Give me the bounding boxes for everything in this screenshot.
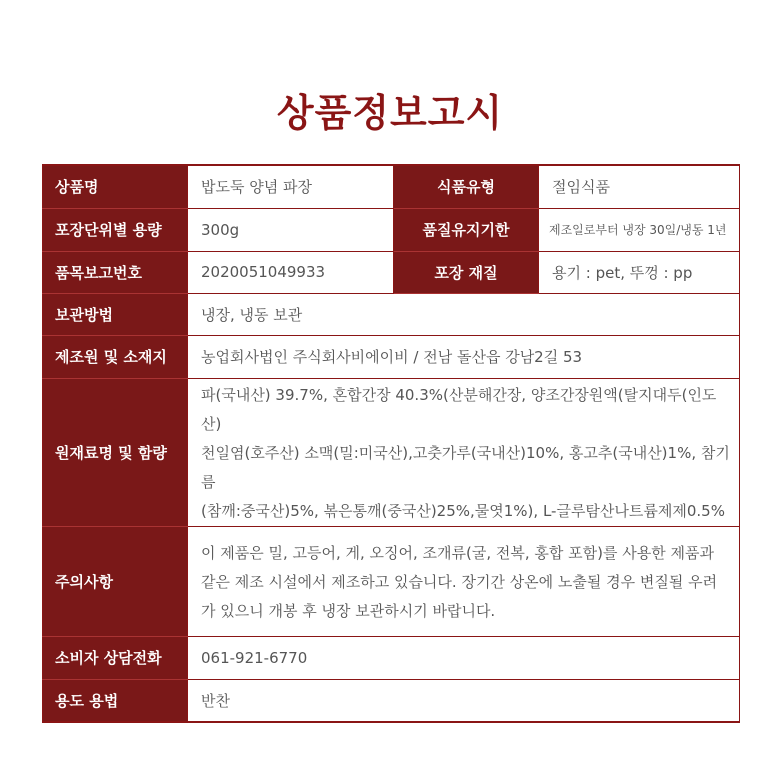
ingredients-value bbox=[188, 378, 740, 526]
consumer-phone-value: 061-921-6770 bbox=[188, 636, 740, 679]
product-info-table bbox=[42, 164, 740, 723]
packaging-label: 포장 재질 bbox=[394, 251, 539, 293]
table-row bbox=[43, 378, 740, 526]
usage-value: 반찬 bbox=[188, 679, 740, 722]
manufacturer-label: 제조원 및 소재지 bbox=[43, 335, 188, 378]
storage-label: 보관방법 bbox=[43, 293, 188, 335]
caution-label: 주의사항 bbox=[43, 526, 188, 636]
unit-volume-label: 포장단위별 용량 bbox=[43, 208, 188, 251]
caution-line: 이 제품은 밀, 고등어, 게, 오징어, 조개류(굴, 전복, 홍합 포함)를 사용한 제품과 bbox=[201, 543, 714, 562]
storage-value: 냉장, 냉동 보관 bbox=[188, 293, 740, 335]
ingredients-line: 파(국내산) 39.7%, 혼합간장 40.3%(산분해간장, 양조간장원액(탈지대두(인도산) bbox=[201, 385, 717, 433]
packaging-value: 용기 : pet, 뚜껑 : pp bbox=[539, 251, 740, 293]
caution-line: 가 있으니 개봉 후 냉장 보관하시기 바랍니다. bbox=[201, 601, 496, 620]
unit-volume-value: 300g bbox=[188, 208, 394, 251]
usage-label: 용도 용법 bbox=[43, 679, 188, 722]
shelf-life-value: 제조일로부터 냉장 30일/냉동 1년 bbox=[539, 208, 740, 251]
consumer-phone-label: 소비자 상담전화 bbox=[43, 636, 188, 679]
table-row bbox=[43, 293, 740, 335]
caution-line: 같은 제조 시설에서 제조하고 있습니다. 장기간 상온에 노출될 경우 변질될 우려 bbox=[201, 572, 718, 591]
table-row bbox=[43, 636, 740, 679]
food-type-label: 식품유형 bbox=[394, 165, 539, 208]
table-row bbox=[43, 526, 740, 636]
shelf-life-label: 품질유지기한 bbox=[394, 208, 539, 251]
ingredients-line: (참깨:중국산)5%, 볶은통깨(중국산)25%,물엿1%), L-글루탐산나트륨제제0.5% bbox=[201, 501, 725, 520]
table-row bbox=[43, 208, 740, 251]
manufacturer-value: 농업회사법인 주식회사비에이비 / 전남 돌산읍 강남2길 53 bbox=[188, 335, 740, 378]
table-row bbox=[43, 679, 740, 722]
food-type-value: 절임식품 bbox=[539, 165, 740, 208]
caution-value bbox=[188, 526, 740, 636]
product-name-value: 밥도둑 양념 파장 bbox=[188, 165, 394, 208]
table-row bbox=[43, 165, 740, 208]
page-title: 상품정보고시 bbox=[276, 91, 504, 135]
product-name-label: 상품명 bbox=[43, 165, 188, 208]
table-row bbox=[43, 335, 740, 378]
ingredients-line: 천일염(호주산) 소맥(밀:미국산),고춧가루(국내산)10%, 홍고추(국내산)1%, 참기름 bbox=[201, 443, 730, 491]
table-row bbox=[43, 251, 740, 293]
report-number-label: 품목보고번호 bbox=[43, 251, 188, 293]
report-number-value: 2020051049933 bbox=[188, 251, 394, 293]
ingredients-label: 원재료명 및 함량 bbox=[43, 378, 188, 526]
